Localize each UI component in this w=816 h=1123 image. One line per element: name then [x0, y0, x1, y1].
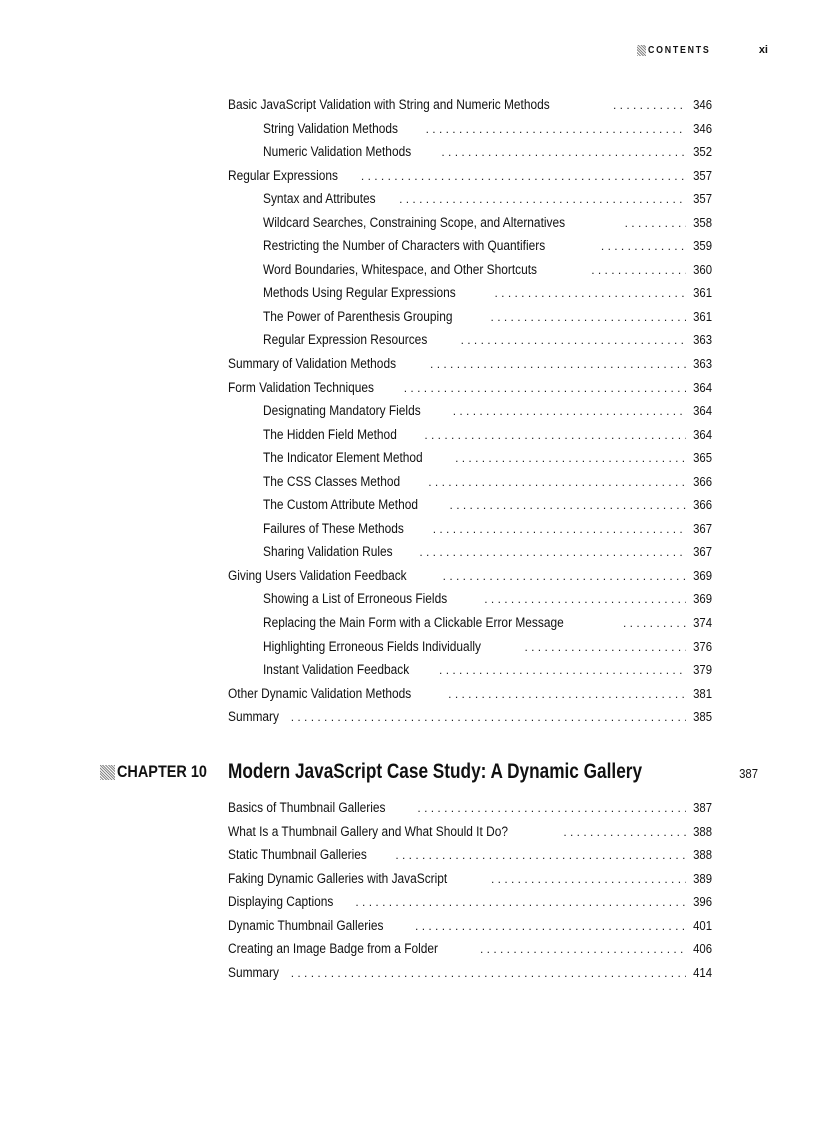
toc-entry-page: 357: [693, 168, 712, 183]
dot-leader: [450, 498, 686, 512]
toc-entry-title: Static Thumbnail Galleries: [228, 847, 367, 864]
toc-entry-title: Methods Using Regular Expressions: [263, 285, 456, 302]
dot-leader: [484, 592, 686, 606]
header-section-title: CONTENTS: [647, 44, 711, 56]
dot-leader: [461, 333, 686, 347]
toc-entry-title: The CSS Classes Method: [263, 473, 401, 490]
toc-entry-title: Failures of These Methods: [263, 520, 404, 537]
dot-leader: [433, 522, 686, 536]
toc-entry-page: 379: [693, 663, 712, 678]
toc-entry-page: 414: [693, 965, 712, 980]
toc-entry-title: Form Validation Techniques: [228, 379, 374, 396]
dot-leader: [361, 169, 686, 183]
toc-entry-title: Word Boundaries, Whitespace, and Other Shortcuts: [263, 261, 538, 278]
toc-entry-title: Wildcard Searches, Constraining Scope, and Alternatives: [263, 214, 566, 231]
chapter-heading: [0, 760, 816, 790]
toc-entry-page: 361: [693, 286, 712, 301]
toc-entry-page: 365: [693, 451, 712, 466]
dot-leader: [395, 848, 686, 862]
dot-leader: [625, 216, 686, 230]
toc-subentry[interactable]: [228, 191, 712, 215]
toc-entry[interactable]: [228, 847, 712, 871]
toc-entry-title: String Validation Methods: [263, 120, 398, 137]
toc-entry[interactable]: [228, 871, 712, 895]
toc-entry[interactable]: [228, 965, 712, 989]
toc-entry-page: 361: [693, 309, 712, 324]
toc-entry-title: Highlighting Erroneous Fields Individually: [263, 638, 481, 655]
toc-entry-page: 364: [693, 404, 712, 419]
toc-entry-title: The Power of Parenthesis Grouping: [263, 308, 453, 325]
dot-leader: [455, 451, 686, 465]
toc-entry-page: 366: [693, 474, 712, 489]
toc-entry-title: The Hidden Field Method: [263, 426, 397, 443]
dot-leader: [491, 872, 686, 886]
toc-entry-title: The Indicator Element Method: [263, 450, 423, 467]
dot-leader: [417, 801, 686, 815]
toc-entry-title: Other Dynamic Validation Methods: [228, 685, 412, 702]
dot-leader: [428, 475, 686, 489]
header-texture-mark: [637, 45, 646, 56]
toc-entry[interactable]: [228, 568, 712, 592]
toc-entry-title: Sharing Validation Rules: [263, 544, 393, 561]
chapter-page-number: 387: [739, 767, 758, 781]
toc-subentry[interactable]: [228, 285, 712, 309]
toc-entry-page: 396: [693, 895, 712, 910]
dot-leader: [480, 942, 686, 956]
toc-subentry[interactable]: [228, 262, 712, 286]
dot-leader: [355, 895, 686, 909]
toc-entry-page: 381: [693, 686, 712, 701]
toc-entry[interactable]: [228, 918, 712, 942]
toc-subentry[interactable]: [228, 544, 712, 568]
dot-leader: [601, 239, 686, 253]
toc-entry[interactable]: [228, 380, 712, 404]
dot-leader: [415, 919, 686, 933]
toc-entry-page: 369: [693, 568, 712, 583]
dot-leader: [448, 687, 686, 701]
toc-entry-page: 388: [693, 824, 712, 839]
toc-subentry[interactable]: [228, 121, 712, 145]
toc-entry-page: 385: [693, 710, 712, 725]
dot-leader: [424, 428, 686, 442]
toc-entry-page: 359: [693, 239, 712, 254]
toc-entry-title: Giving Users Validation Feedback: [228, 567, 407, 584]
toc-entry-title: Displaying Captions: [228, 894, 334, 911]
toc-subentry[interactable]: [228, 238, 712, 262]
toc-entry-page: 376: [693, 639, 712, 654]
toc-list-top: [228, 97, 712, 733]
toc-entry-page: 367: [693, 521, 712, 536]
toc-entry-page: 388: [693, 848, 712, 863]
toc-list-bottom: [228, 800, 712, 988]
toc-subentry[interactable]: [228, 215, 712, 239]
toc-entry[interactable]: [228, 356, 712, 380]
chapter-texture-mark: [100, 765, 115, 780]
chapter-title: Modern JavaScript Case Study: A Dynamic Gallery: [228, 760, 643, 783]
toc-subentry[interactable]: [228, 497, 712, 521]
toc-entry-page: 360: [693, 262, 712, 277]
toc-entry-title: Creating an Image Badge from a Folder: [228, 941, 438, 958]
toc-entry-page: 401: [693, 918, 712, 933]
dot-leader: [494, 286, 686, 300]
dot-leader: [291, 966, 686, 980]
chapter-label: [100, 762, 223, 782]
toc-entry-title: Designating Mandatory Fields: [263, 403, 421, 420]
toc-entry-page: 406: [693, 942, 712, 957]
dot-leader: [613, 98, 686, 112]
toc-subentry[interactable]: [228, 474, 712, 498]
toc-entry-title: Basics of Thumbnail Galleries: [228, 800, 386, 816]
toc-entry-page: 387: [693, 801, 712, 815]
dot-leader: [419, 545, 686, 559]
toc-subentry[interactable]: [228, 450, 712, 474]
toc-subentry[interactable]: [228, 332, 712, 356]
toc-subentry[interactable]: [228, 403, 712, 427]
toc-entry-title: Numeric Validation Methods: [263, 144, 412, 161]
toc-entry-page: 357: [693, 192, 712, 207]
toc-entry-page: 389: [693, 871, 712, 886]
toc-entry[interactable]: [228, 824, 712, 848]
toc-entry[interactable]: [228, 686, 712, 710]
dot-leader: [426, 122, 686, 136]
toc-entry-title: Restricting the Number of Characters with Quantifiers: [263, 238, 546, 255]
toc-entry-title: Summary of Validation Methods: [228, 356, 397, 373]
dot-leader: [430, 357, 686, 371]
dot-leader: [399, 192, 686, 206]
toc-entry-title: Instant Validation Feedback: [263, 662, 410, 679]
toc-subentry[interactable]: [228, 662, 712, 686]
toc-subentry[interactable]: [228, 591, 712, 615]
dot-leader: [443, 569, 686, 583]
toc-subentry[interactable]: [228, 615, 712, 639]
toc-entry-page: 363: [693, 333, 712, 348]
toc-entry-page: 367: [693, 545, 712, 560]
dot-leader: [441, 145, 686, 159]
dot-leader: [524, 640, 686, 654]
toc-entry-title: Replacing the Main Form with a Clickable Error Message: [263, 615, 564, 632]
dot-leader: [453, 404, 686, 418]
toc-entry-page: 366: [693, 498, 712, 513]
dot-leader: [404, 381, 686, 395]
toc-entry[interactable]: [228, 894, 712, 918]
toc-entry-page: 363: [693, 357, 712, 372]
toc-entry[interactable]: [228, 709, 712, 733]
toc-entry-page: 369: [693, 592, 712, 607]
toc-entry-title: Regular Expression Resources: [263, 332, 428, 349]
toc-entry-title: The Custom Attribute Method: [263, 497, 419, 514]
chapter-number: CHAPTER 10: [117, 762, 207, 781]
toc-subentry[interactable]: [228, 521, 712, 545]
toc-entry-title: Syntax and Attributes: [263, 191, 376, 208]
toc-entry-page: 352: [693, 145, 712, 160]
toc-entry-page: 358: [693, 215, 712, 230]
dot-leader: [491, 310, 686, 324]
header-page-number: xi: [758, 44, 768, 56]
toc-entry-title: Summary: [228, 964, 279, 981]
toc-subentry[interactable]: [228, 309, 712, 333]
dot-leader: [439, 663, 686, 677]
toc-entry[interactable]: [228, 800, 712, 824]
toc-entry-page: 364: [693, 427, 712, 442]
toc-entry-page: 346: [693, 98, 712, 112]
toc-entry-title: What Is a Thumbnail Gallery and What Should It Do?: [228, 823, 508, 840]
running-header: [637, 40, 768, 60]
toc-entry[interactable]: [228, 168, 712, 192]
toc-entry-title: Showing a List of Erroneous Fields: [263, 591, 448, 608]
dot-leader: [291, 710, 686, 724]
toc-subentry[interactable]: [228, 427, 712, 451]
toc-entry-title: Faking Dynamic Galleries with JavaScript: [228, 870, 448, 887]
toc-subentry[interactable]: [228, 144, 712, 168]
dot-leader: [563, 825, 686, 839]
toc-subentry[interactable]: [228, 639, 712, 663]
toc-entry[interactable]: [228, 97, 712, 121]
toc-entry-page: 364: [693, 380, 712, 395]
toc-entry-title: Regular Expressions: [228, 167, 338, 184]
toc-entry-page: 374: [693, 616, 712, 631]
toc-entry-title: Basic JavaScript Validation with String and Numeric Methods: [228, 97, 550, 113]
toc-entry-title: Summary: [228, 709, 279, 726]
dot-leader: [591, 263, 686, 277]
toc-entry-page: 346: [693, 121, 712, 136]
dot-leader: [623, 616, 686, 630]
toc-entry-title: Dynamic Thumbnail Galleries: [228, 917, 384, 934]
chapter-title-row[interactable]: [228, 760, 758, 784]
toc-entry[interactable]: [228, 941, 712, 965]
